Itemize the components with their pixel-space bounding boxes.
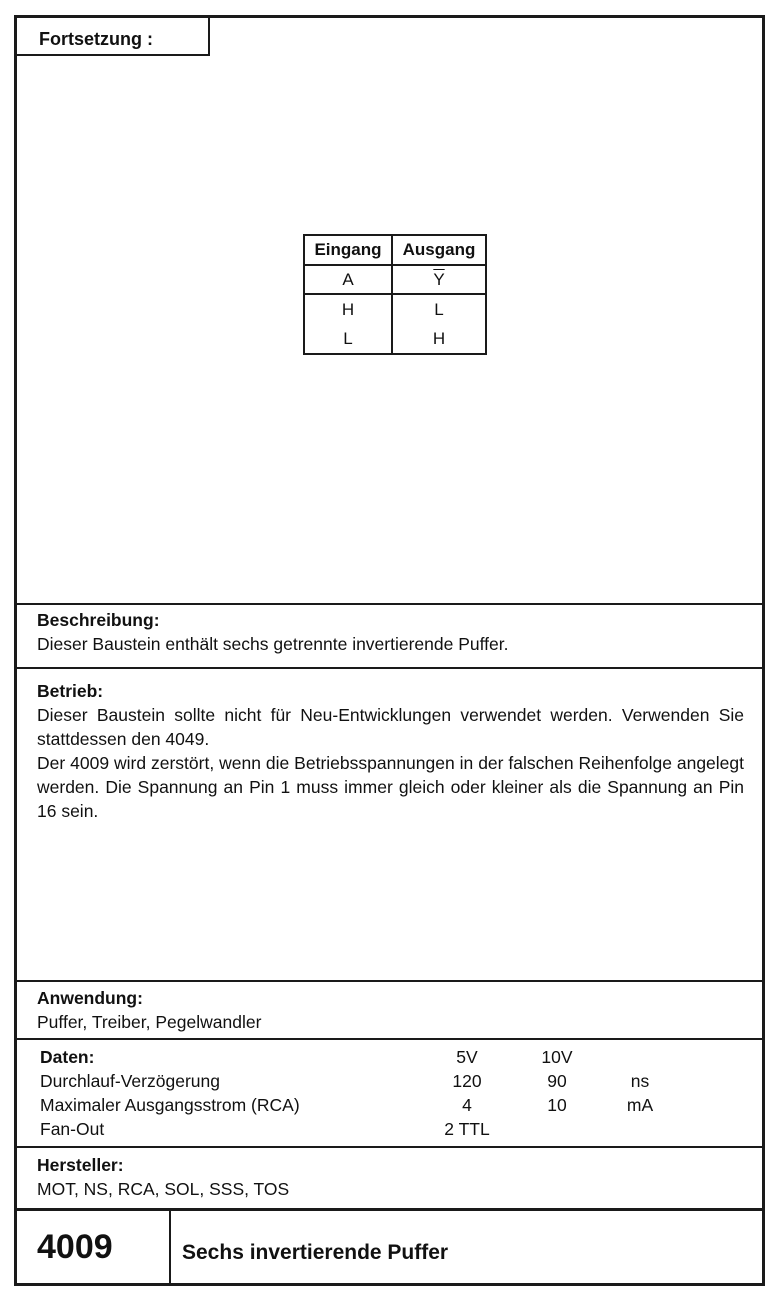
- anwendung-section: [37, 986, 744, 1034]
- anwendung-title: Anwendung:: [37, 988, 143, 1008]
- truth-cell: H: [392, 324, 486, 354]
- divider: [17, 1038, 762, 1040]
- daten-title: Daten:: [40, 1047, 95, 1067]
- footer-divider: [169, 1209, 171, 1283]
- daten-unit: ns: [630, 1071, 650, 1091]
- chip-title: Sechs invertierende Puffer: [182, 1241, 449, 1264]
- daten-value-5v: 2 TTL: [444, 1119, 490, 1139]
- truth-symbol-input: A: [304, 265, 392, 294]
- daten-section: [40, 1045, 660, 1141]
- divider: [17, 667, 762, 669]
- divider: [17, 980, 762, 982]
- truth-header-output: Ausgang: [392, 235, 486, 265]
- continuation-tab: Fortsetzung :: [17, 18, 210, 56]
- daten-row: [40, 1069, 660, 1093]
- daten-label: Durchlauf-Verzögerung: [40, 1071, 220, 1091]
- daten-row: [40, 1093, 660, 1117]
- daten-row: [40, 1117, 660, 1141]
- hersteller-text: MOT, NS, RCA, SOL, SSS, TOS: [37, 1179, 290, 1199]
- truth-table-header: [304, 235, 486, 265]
- betrieb-paragraph-2: Der 4009 wird zerstört, wenn die Betriebsspannungen in der falschen Reihenfolge angelegt werden. Die Spannung an Pin 1 muss immer gleich oder kleiner als die Spannung an Pin 16 sein.: [37, 753, 744, 821]
- daten-label: Maximaler Ausgangsstrom (RCA): [40, 1095, 300, 1115]
- chip-number: 4009: [37, 1228, 113, 1266]
- daten-value-10v: 10: [547, 1095, 567, 1115]
- beschreibung-section: [37, 608, 744, 656]
- daten-value-10v: 90: [547, 1071, 567, 1091]
- betrieb-title: Betrieb:: [37, 681, 104, 701]
- truth-table-row: [304, 324, 486, 354]
- datasheet-card: [14, 15, 765, 1286]
- truth-symbol-output: [392, 265, 486, 294]
- truth-cell: L: [343, 328, 353, 348]
- daten-value-5v: 4: [462, 1095, 472, 1115]
- daten-col-5v: 5V: [456, 1047, 478, 1067]
- truth-table-row: [304, 294, 486, 324]
- truth-symbol-output-text: $\overline{Y}$: [433, 269, 445, 289]
- hersteller-title: Hersteller:: [37, 1155, 124, 1175]
- daten-label: Fan-Out: [40, 1119, 105, 1139]
- betrieb-paragraph-1: Dieser Baustein sollte nicht für Neu-Entwicklungen verwendet werden. Verwenden Sie stattdessen den 4049.: [37, 705, 744, 749]
- truth-table-symbol-row: [304, 265, 486, 294]
- daten-value-5v: 120: [452, 1071, 482, 1091]
- daten-col-10v: 10V: [541, 1047, 573, 1067]
- daten-unit: mA: [626, 1095, 654, 1115]
- truth-cell: L: [392, 294, 486, 324]
- truth-header-input: Eingang: [304, 235, 392, 265]
- divider: [17, 603, 762, 605]
- hersteller-section: [37, 1153, 744, 1201]
- beschreibung-title: Beschreibung:: [37, 610, 160, 630]
- daten-header-row: [40, 1045, 660, 1069]
- betrieb-section: [37, 679, 744, 823]
- divider: [17, 1146, 762, 1148]
- truth-table: [303, 234, 487, 355]
- anwendung-text: Puffer, Treiber, Pegelwandler: [37, 1012, 262, 1032]
- truth-cell: H: [341, 299, 355, 319]
- divider: [17, 1208, 762, 1211]
- beschreibung-text: Dieser Baustein enthält sechs getrennte invertierende Puffer.: [37, 634, 509, 654]
